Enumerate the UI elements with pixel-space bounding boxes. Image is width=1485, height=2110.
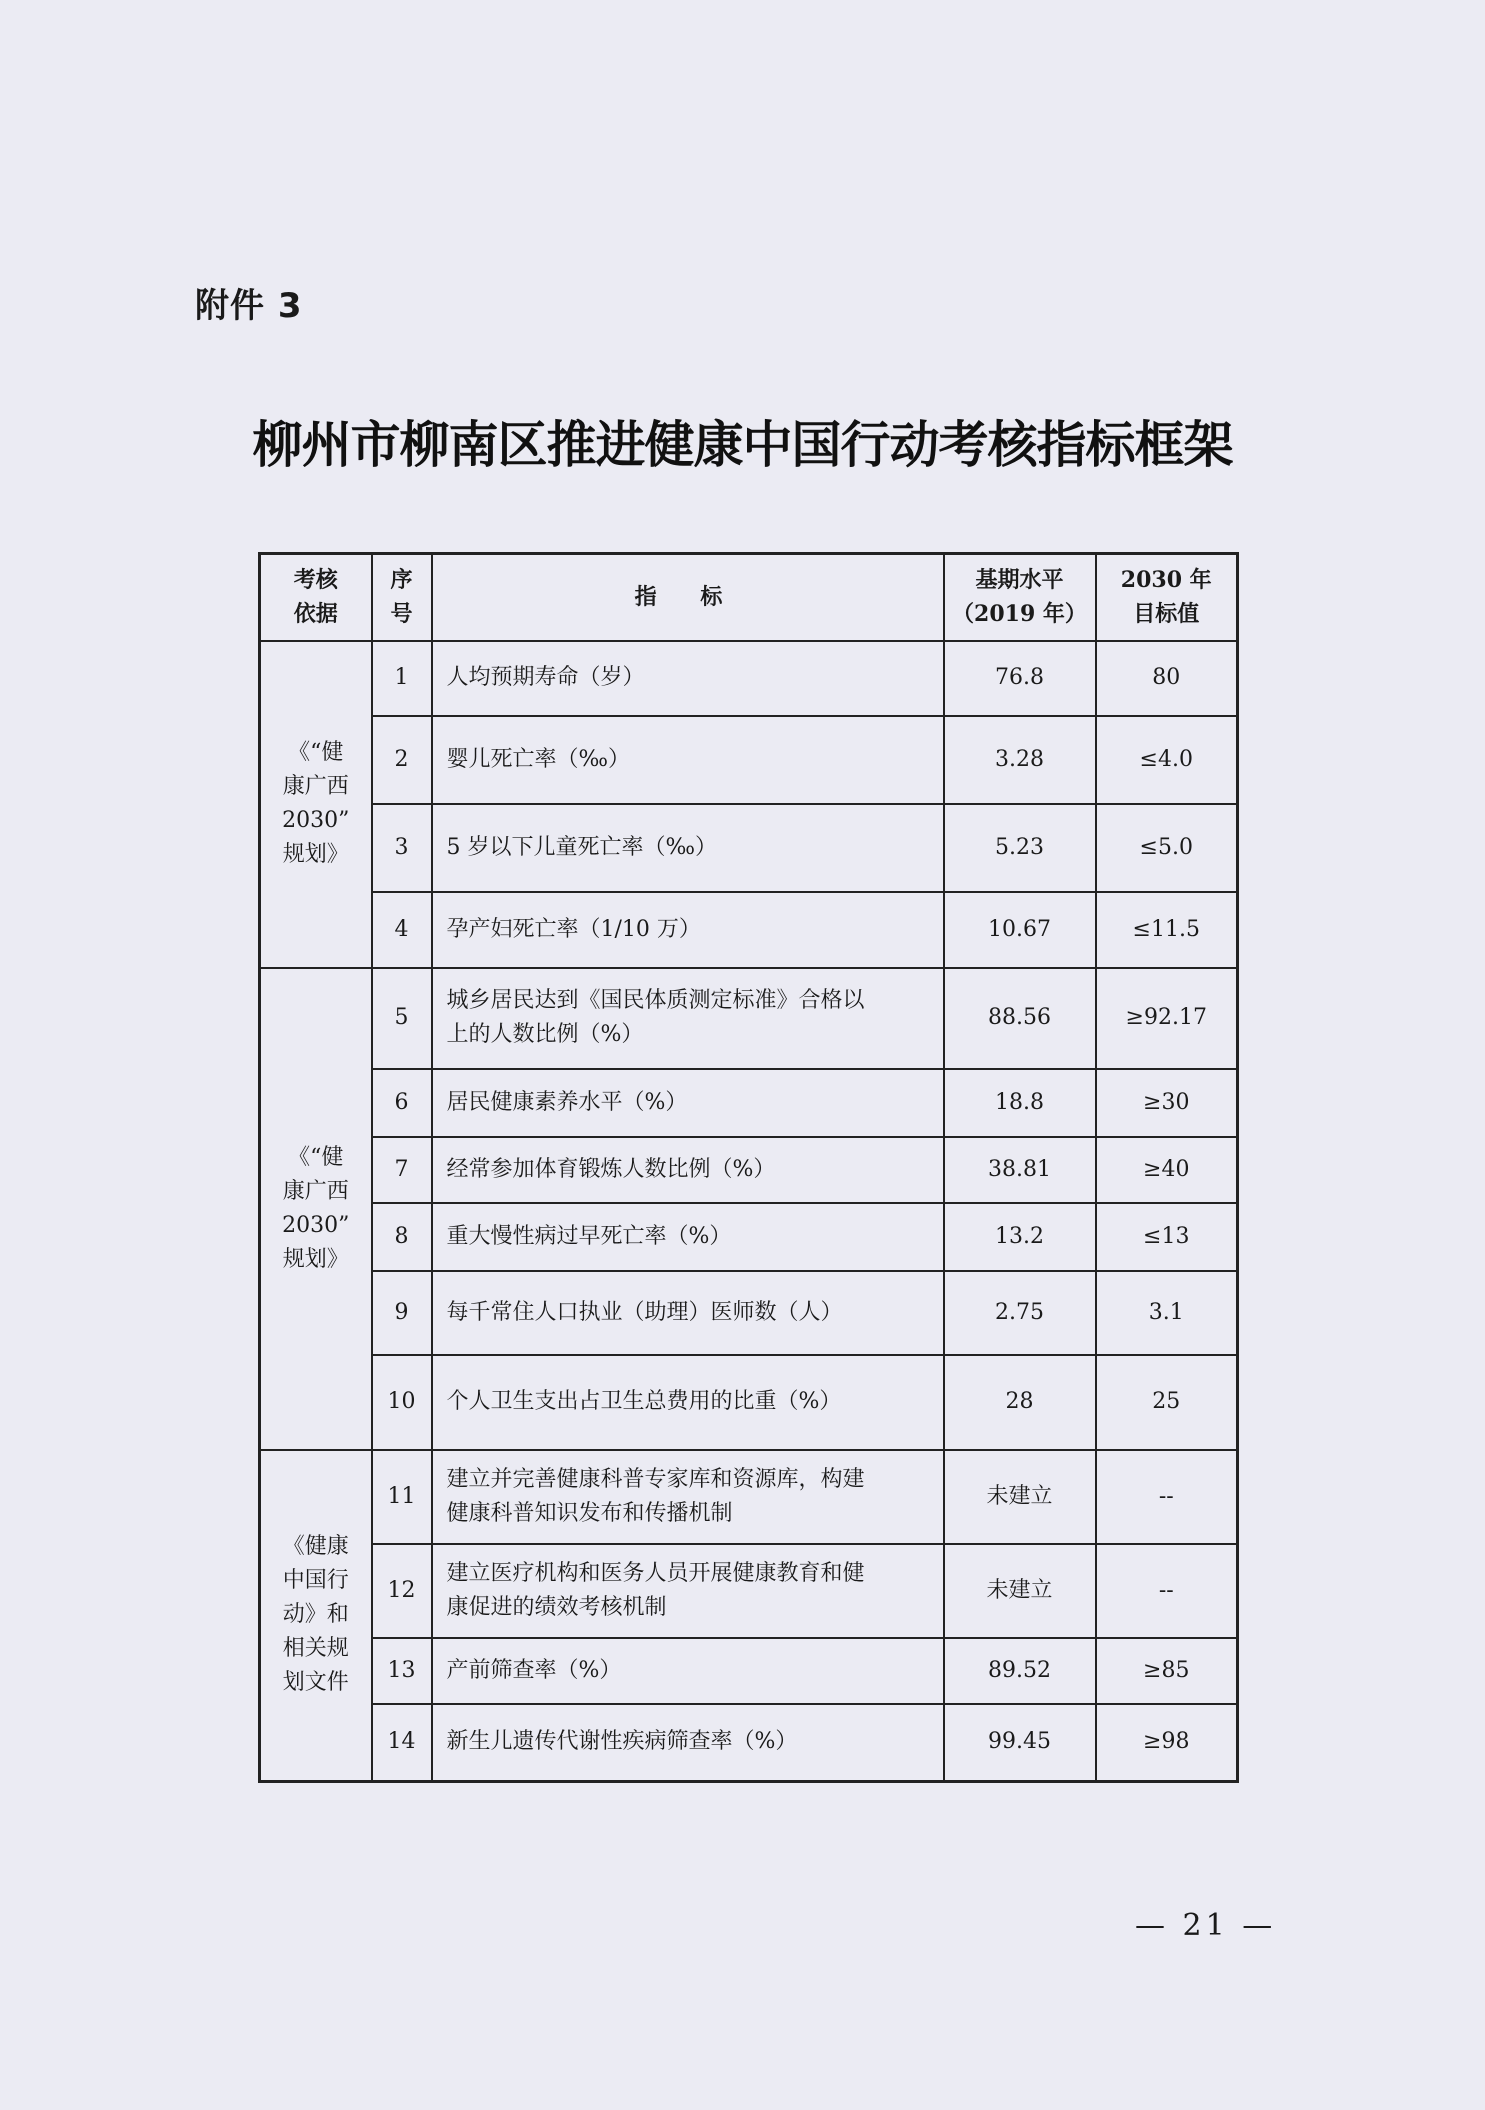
table-row	[260, 892, 1238, 968]
basis-group-3: 《健康 中国行 动》和 相关规 划文件	[260, 1450, 372, 1782]
row-indicator: 5 岁以下儿童死亡率（‰）	[432, 804, 944, 892]
row-target: 25	[1096, 1355, 1238, 1450]
row-num: 10	[372, 1355, 432, 1450]
header-num: 序 号	[372, 554, 432, 641]
row-target: ≥98	[1096, 1704, 1238, 1782]
row-num: 7	[372, 1137, 432, 1203]
row-indicator: 孕产妇死亡率（1/10 万）	[432, 892, 944, 968]
row-target: 3.1	[1096, 1271, 1238, 1355]
table-row	[260, 804, 1238, 892]
table-row	[260, 968, 1238, 1069]
table-header-row	[260, 554, 1238, 641]
table-row	[260, 1544, 1238, 1638]
row-indicator: 每千常住人口执业（助理）医师数（人）	[432, 1271, 944, 1355]
row-num: 14	[372, 1704, 432, 1782]
row-indicator: 城乡居民达到《国民体质测定标准》合格以 上的人数比例（%）	[432, 968, 944, 1069]
table-row	[260, 1355, 1238, 1450]
row-target: ≤5.0	[1096, 804, 1238, 892]
row-num: 3	[372, 804, 432, 892]
table-row	[260, 1638, 1238, 1704]
row-num: 9	[372, 1271, 432, 1355]
table-row	[260, 716, 1238, 804]
row-indicator: 婴儿死亡率（‰）	[432, 716, 944, 804]
row-target: --	[1096, 1450, 1238, 1544]
row-baseline: 88.56	[944, 968, 1096, 1069]
row-baseline: 2.75	[944, 1271, 1096, 1355]
row-num: 2	[372, 716, 432, 804]
row-target: ≥85	[1096, 1638, 1238, 1704]
header-basis: 考核 依据	[260, 554, 372, 641]
row-baseline: 38.81	[944, 1137, 1096, 1203]
page-title: 柳州市柳南区推进健康中国行动考核指标框架	[252, 415, 1233, 474]
table-row	[260, 1203, 1238, 1271]
row-baseline: 18.8	[944, 1069, 1096, 1137]
header-target: 2030 年 目标值	[1096, 554, 1238, 641]
row-num: 5	[372, 968, 432, 1069]
header-baseline: 基期水平 （2019 年）	[944, 554, 1096, 641]
row-baseline: 89.52	[944, 1638, 1096, 1704]
row-target: --	[1096, 1544, 1238, 1638]
row-baseline: 5.23	[944, 804, 1096, 892]
table-row	[260, 1450, 1238, 1544]
row-indicator: 新生儿遗传代谢性疾病筛查率（%）	[432, 1704, 944, 1782]
table-row	[260, 1271, 1238, 1355]
row-indicator: 产前筛查率（%）	[432, 1638, 944, 1704]
row-target: ≤11.5	[1096, 892, 1238, 968]
row-num: 4	[372, 892, 432, 968]
table-row	[260, 1069, 1238, 1137]
row-baseline: 未建立	[944, 1544, 1096, 1638]
row-num: 8	[372, 1203, 432, 1271]
row-baseline: 未建立	[944, 1450, 1096, 1544]
table-row	[260, 641, 1238, 716]
row-indicator: 个人卫生支出占卫生总费用的比重（%）	[432, 1355, 944, 1450]
row-indicator: 重大慢性病过早死亡率（%）	[432, 1203, 944, 1271]
row-indicator: 经常参加体育锻炼人数比例（%）	[432, 1137, 944, 1203]
row-target: ≤4.0	[1096, 716, 1238, 804]
header-indicator: 指 标	[432, 554, 944, 641]
attachment-label: 附件 3	[195, 286, 303, 326]
row-num: 1	[372, 641, 432, 716]
row-baseline: 3.28	[944, 716, 1096, 804]
row-target: 80	[1096, 641, 1238, 716]
basis-group-1: 《“健 康广西 2030” 规划》	[260, 641, 372, 968]
table-row	[260, 1704, 1238, 1782]
row-num: 13	[372, 1638, 432, 1704]
row-num: 12	[372, 1544, 432, 1638]
row-target: ≥30	[1096, 1069, 1238, 1137]
row-baseline: 76.8	[944, 641, 1096, 716]
basis-group-2: 《“健 康广西 2030” 规划》	[260, 968, 372, 1450]
indicator-table	[258, 552, 1239, 1783]
row-target: ≥92.17	[1096, 968, 1238, 1069]
row-indicator: 建立并完善健康科普专家库和资源库，构建 健康科普知识发布和传播机制	[432, 1450, 944, 1544]
row-baseline: 10.67	[944, 892, 1096, 968]
row-baseline: 99.45	[944, 1704, 1096, 1782]
row-num: 11	[372, 1450, 432, 1544]
row-target: ≤13	[1096, 1203, 1238, 1271]
row-baseline: 28	[944, 1355, 1096, 1450]
row-indicator: 居民健康素养水平（%）	[432, 1069, 944, 1137]
row-indicator: 人均预期寿命（岁）	[432, 641, 944, 716]
page-number: — 21 —	[1135, 1908, 1277, 1943]
row-num: 6	[372, 1069, 432, 1137]
table-row	[260, 1137, 1238, 1203]
row-target: ≥40	[1096, 1137, 1238, 1203]
row-baseline: 13.2	[944, 1203, 1096, 1271]
row-indicator: 建立医疗机构和医务人员开展健康教育和健 康促进的绩效考核机制	[432, 1544, 944, 1638]
